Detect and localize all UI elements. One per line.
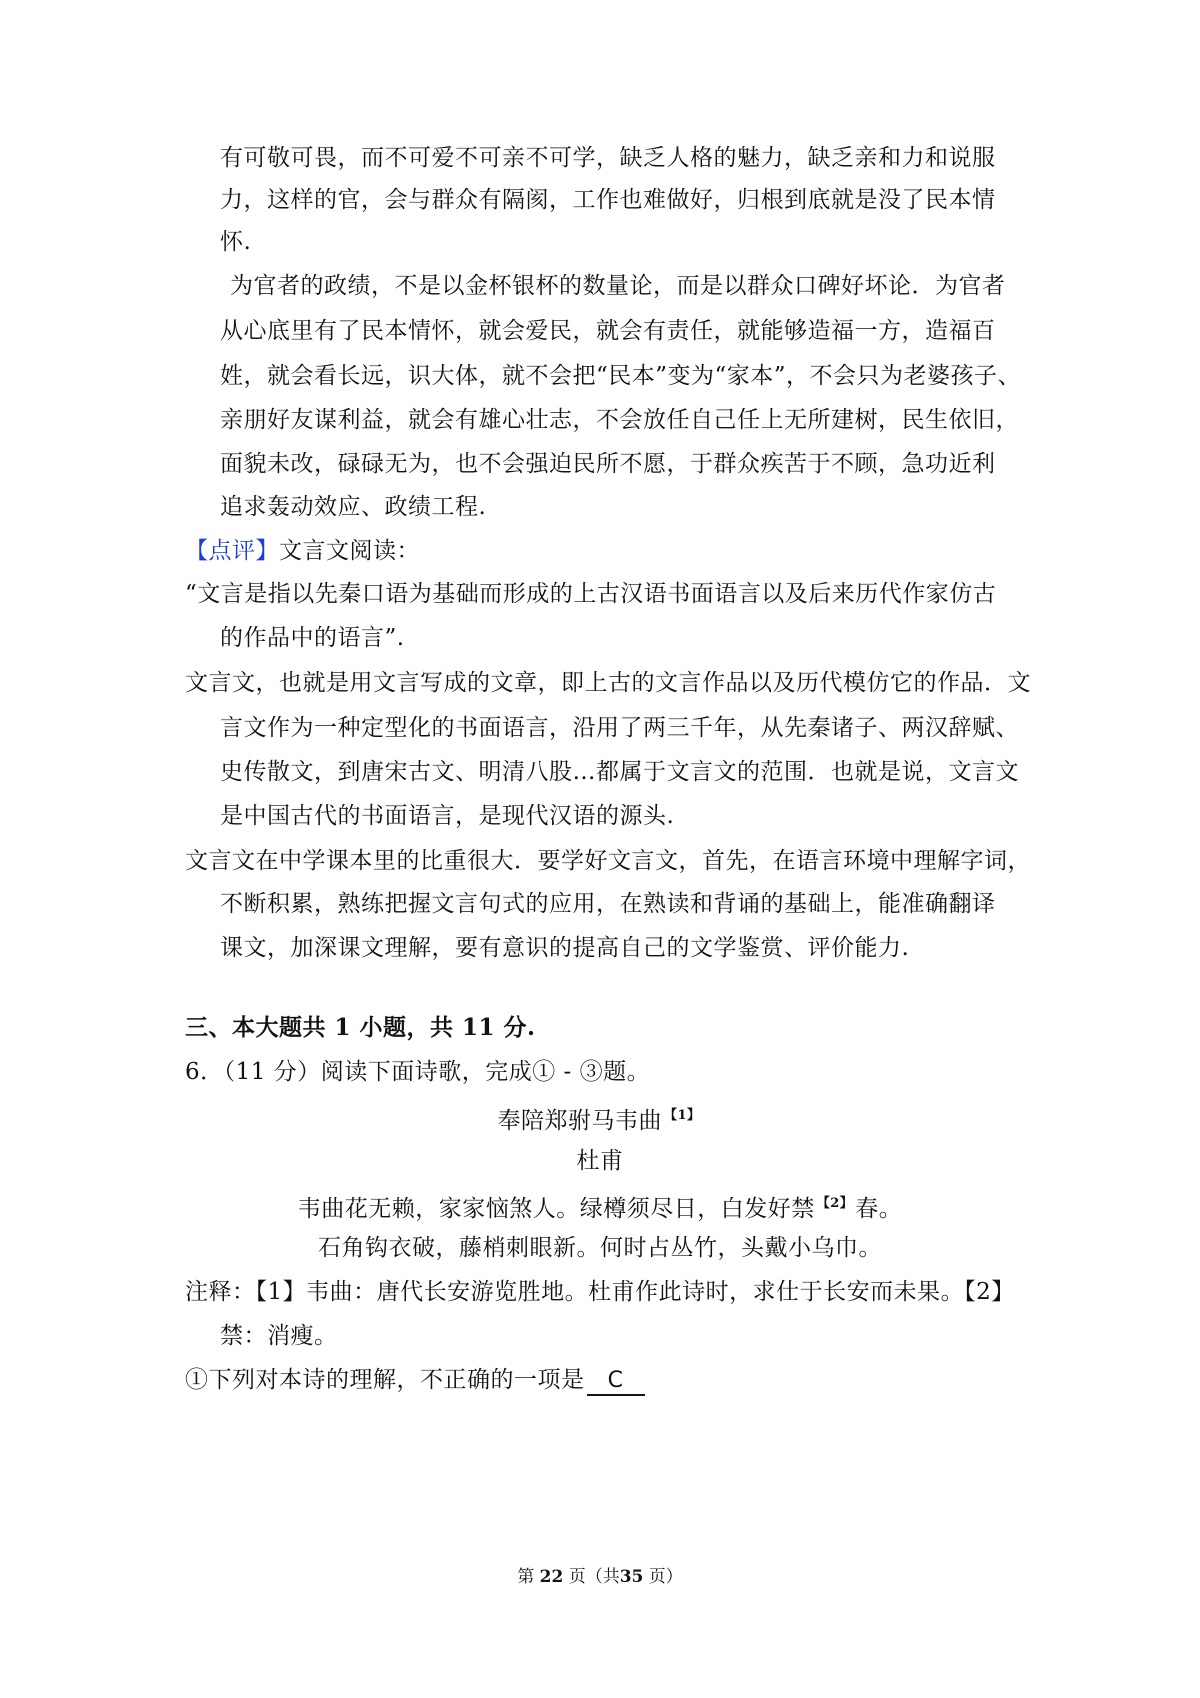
poem-notes: 禁：消瘦。 [220,1323,338,1349]
poem-author: 杜甫 [576,1148,624,1174]
text-line: “文言是指以先秦口语为基础而形成的上古汉语书面语言以及后来历代作家仿古 [185,581,997,607]
text-line: 的作品中的语言”. [220,625,405,651]
text-line: 姓，就会看长远，识大体，就不会把“民本”变为“家本”，不会只为老婆孩子、 [220,363,1022,389]
poem-title-text: 奉陪郑驸马韦曲 [497,1108,662,1134]
poem-title [0,1100,1200,1137]
text-line: 史传散文，到唐宋古文、明清八股…都属于文言文的范围．也就是说，文言文 [220,759,1019,785]
footer-current-page: 22 [539,1567,564,1587]
poem-line: 石角钩衣破，藤梢刺眼新。何时占丛竹，头戴小乌巾。 [318,1235,882,1261]
poem-line-text: 春。 [855,1196,903,1222]
answer-blank: C [587,1368,645,1396]
text-line: 是中国古代的书面语言，是现代汉语的源头. [220,803,675,829]
text-line: 怀. [220,229,252,255]
sub-question [185,1364,1035,1396]
poem-line-note: 【2】 [816,1196,854,1211]
text-line: 从心底里有了民本情怀，就会爱民，就会有责任，就能够造福一方，造福百 [220,318,996,344]
poem-line-text: 韦曲花无赖，家家恼煞人。绿樽须尽日，白发好禁 [297,1196,815,1222]
text-line: 课文，加深课文理解，要有意识的提高自己的文学鉴赏、评价能力. [220,935,910,961]
text-line: 面貌未改，碌碌无为，也不会强迫民所不愿，于群众疾苦于不顾，急功近利 [220,451,996,477]
text-line: 言文作为一种定型化的书面语言，沿用了两三千年，从先秦诸子、两汉辞赋、 [220,715,1019,741]
text-line: 为官者的政绩，不是以金杯银杯的数量论，而是以群众口碑好坏论．为官者 [230,273,1006,299]
poem-title-note: 【1】 [663,1108,701,1123]
text-line: 亲朋好友谋利益，就会有雄心壮志，不会放任自己任上无所建树，民生依旧， [220,407,1019,433]
text-line: 力，这样的官，会与群众有隔阂，工作也难做好，归根到底就是没了民本情 [220,187,996,213]
sub-question-prompt: ①下列对本诗的理解，不正确的一项是 [185,1367,585,1393]
section-heading: 三、本大题共 1 小题，共 11 分. [185,1014,536,1041]
poem-line [0,1188,1200,1225]
footer-suffix: 页） [648,1567,683,1587]
text-line: 有可敬可畏，而不可爱不可亲不可学，缺乏人格的魅力，缺乏亲和力和说服 [220,145,996,171]
footer-prefix: 第 [517,1567,535,1587]
page-footer [0,1562,1200,1587]
review-tag: 【点评】 [185,538,279,564]
text-line: 追求轰动效应、政绩工程. [220,494,487,520]
footer-total-pages: 35 [619,1567,644,1587]
footer-middle: 页（共 [568,1567,620,1587]
text-line: 不断积累，熟练把握文言句式的应用，在熟读和背诵的基础上，能准确翻译 [220,891,996,917]
question-stem: 6．（11 分）阅读下面诗歌，完成① - ③题。 [185,1059,651,1085]
review-heading-text: 文言文阅读： [279,538,420,564]
text-line: 文言文在中学课本里的比重很大．要学好文言文，首先，在语言环境中理解字词， [185,848,1031,874]
review-heading [185,535,1035,567]
poem-notes: 注释：【1】韦曲：唐代长安游览胜地。杜甫作此诗时，求仕于长安而未果。【2】 [185,1279,1015,1305]
text-line: 文言文，也就是用文言写成的文章，即上古的文言作品以及历代模仿它的作品．文 [185,670,1031,696]
